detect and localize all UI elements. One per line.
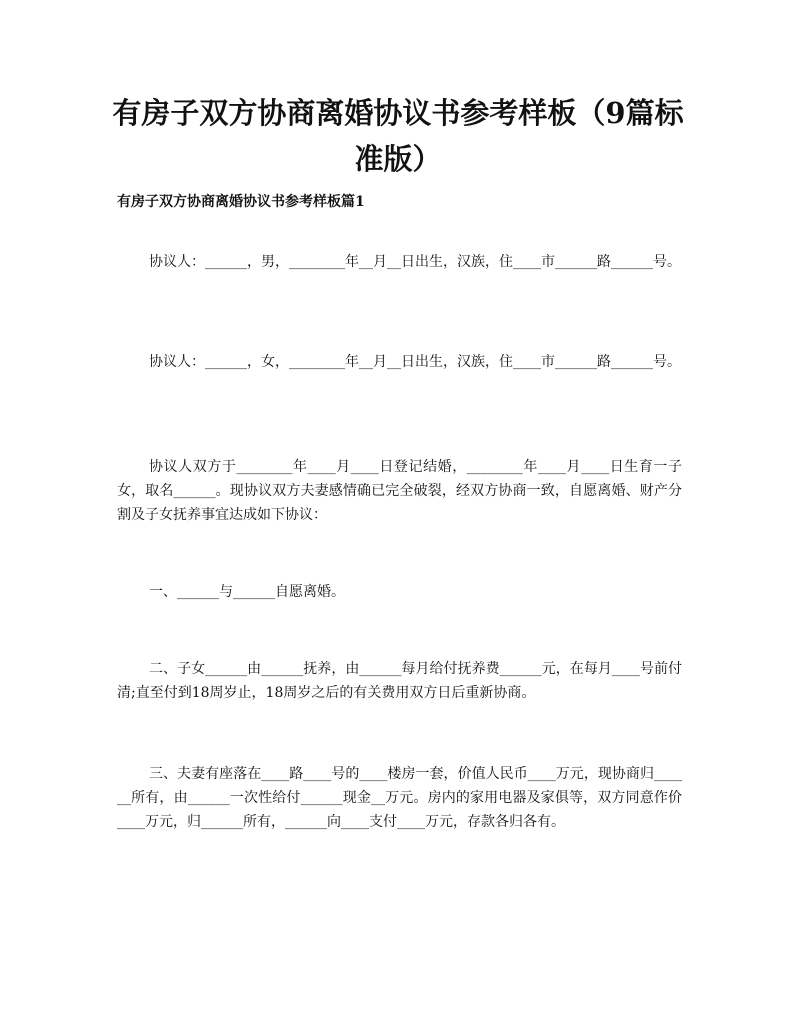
- paragraph-clause-1: 一、______与______自愿离婚。: [149, 584, 345, 600]
- document-title: 有房子双方协商离婚协议书参考样板（9篇标准版）: [112, 96, 684, 176]
- paragraph-party-female: 协议人：______，女，________年__月__日出生，汉族，住____市______路______号。: [149, 354, 681, 370]
- paragraph-clause-3: 三、夫妻有座落在____路____号的____楼房一套，价值人民币____万元，现协商归______所有，由______一次性给付______现金__万元。房内的家用电器及家俱等，双方同意作价____万元，归______所有，______向____支付____万元，存款各归各有。: [117, 766, 682, 830]
- paragraph-party-male: 协议人：______，男，________年__月__日出生，汉族，住____市______路______号。: [149, 254, 681, 270]
- paragraph-marriage-intro: 协议人双方于________年____月____日登记结婚，________年____月____日生育一子女，取名______。现协议双方夫妻感情确已完全破裂，经双方协商一致，自愿离婚、财产分割及子女抚养事宜达成如下协议：: [117, 459, 682, 523]
- paragraph-clause-2: 二、子女______由______抚养，由______每月给付抚养费______元，在每月____号前付清;直至付到18周岁止，18周岁之后的有关费用双方日后重新协商。: [117, 661, 682, 701]
- section-heading: 有房子双方协商离婚协议书参考样板篇1: [117, 194, 365, 210]
